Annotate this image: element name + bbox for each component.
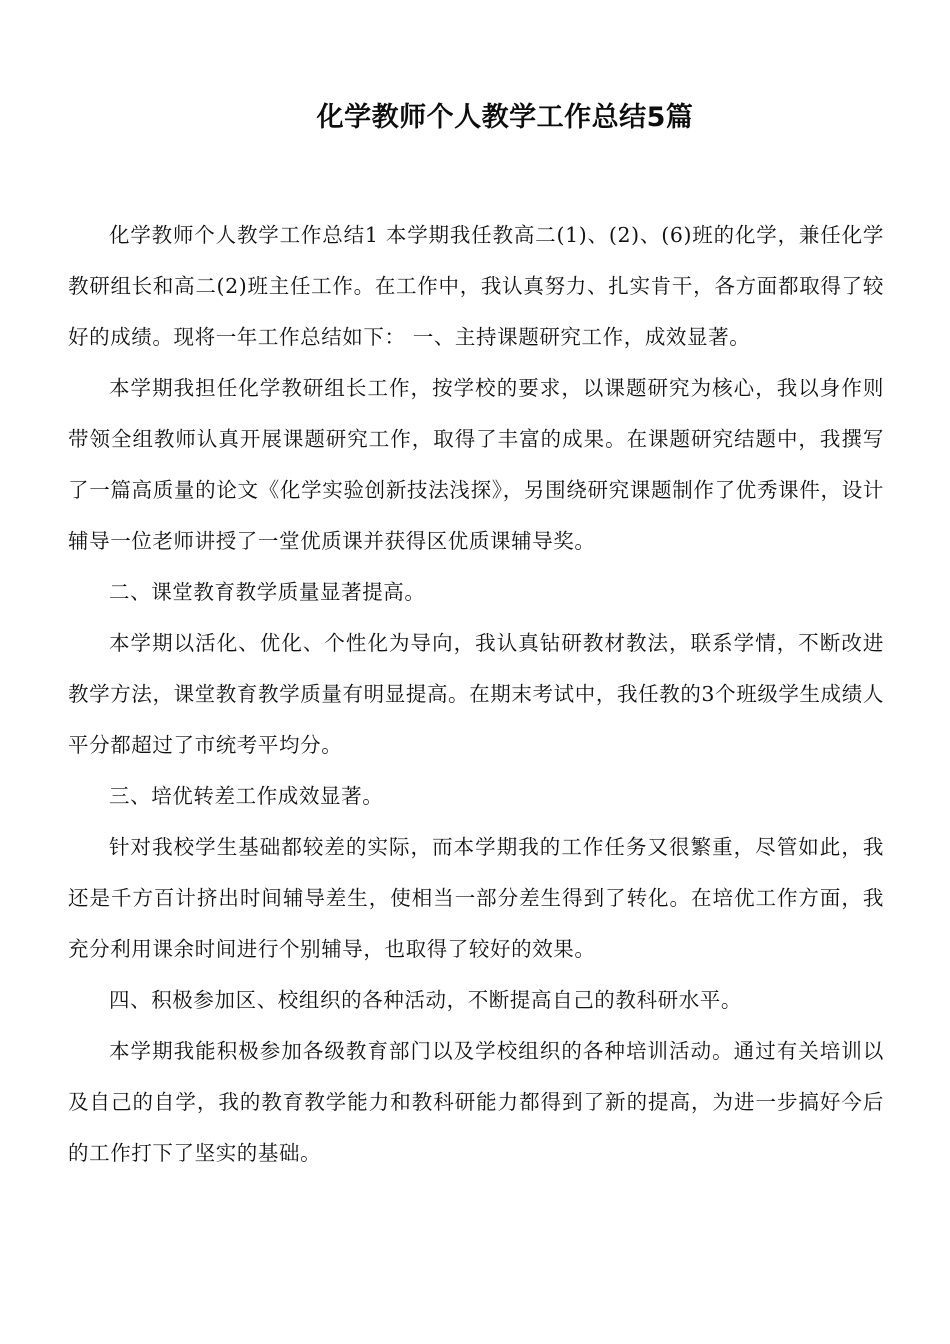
paragraph-research: 本学期我担任化学教研组长工作，按学校的要求，以课题研究为核心，我以身作则带领全组教师认真开展课题研究工作，取得了丰富的成果。在课题研究结题中，我撰写了一篇高质量的论文《化学实验创新技法浅探》，另围绕研究课题制作了优秀课件，设计辅导一位老师讲授了一堂优质课并获得区优质课辅导奖。	[68, 376, 884, 553]
heading-section-3: 三、培优转差工作成效显著。	[109, 784, 384, 808]
paragraph-tutoring: 针对我校学生基础都较差的实际，而本学期我的工作任务又很繁重，尽管如此，我还是千方百计挤出时间辅导差生，使相当一部分差生得到了转化。在培优工作方面，我充分利用课余时间进行个别辅导，也取得了较好的效果。	[68, 835, 884, 961]
heading-section-4: 四、积极参加区、校组织的各种活动，不断提高自己的教科研水平。	[109, 988, 742, 1012]
paragraph-intro: 化学教师个人教学工作总结1 本学期我任教高二(1)、(2)、(6)班的化学，兼任化学教研组长和高二(2)班主任工作。在工作中，我认真努力、扎实肯干，各方面都取得了较好的成绩。现将一年工作总结如下： 一、主持课题研究工作，成效显著。	[68, 223, 884, 349]
heading-section-2: 二、课堂教育教学质量显著提高。	[109, 580, 426, 604]
document-body	[68, 210, 884, 1179]
document-title: 化学教师个人教学工作总结5篇	[316, 102, 694, 133]
paragraph-teaching-quality: 本学期以活化、优化、个性化为导向，我认真钻研教材教法，联系学情，不断改进教学方法，课堂教育教学质量有明显提高。在期末考试中，我任教的3个班级学生成绩人平分都超过了市统考平均分。	[68, 631, 884, 757]
paragraph-training: 本学期我能积极参加各级教育部门以及学校组织的各种培训活动。通过有关培训以及自己的自学，我的教育教学能力和教科研能力都得到了新的提高，为进一步搞好今后的工作打下了坚实的基础。	[68, 1039, 884, 1165]
